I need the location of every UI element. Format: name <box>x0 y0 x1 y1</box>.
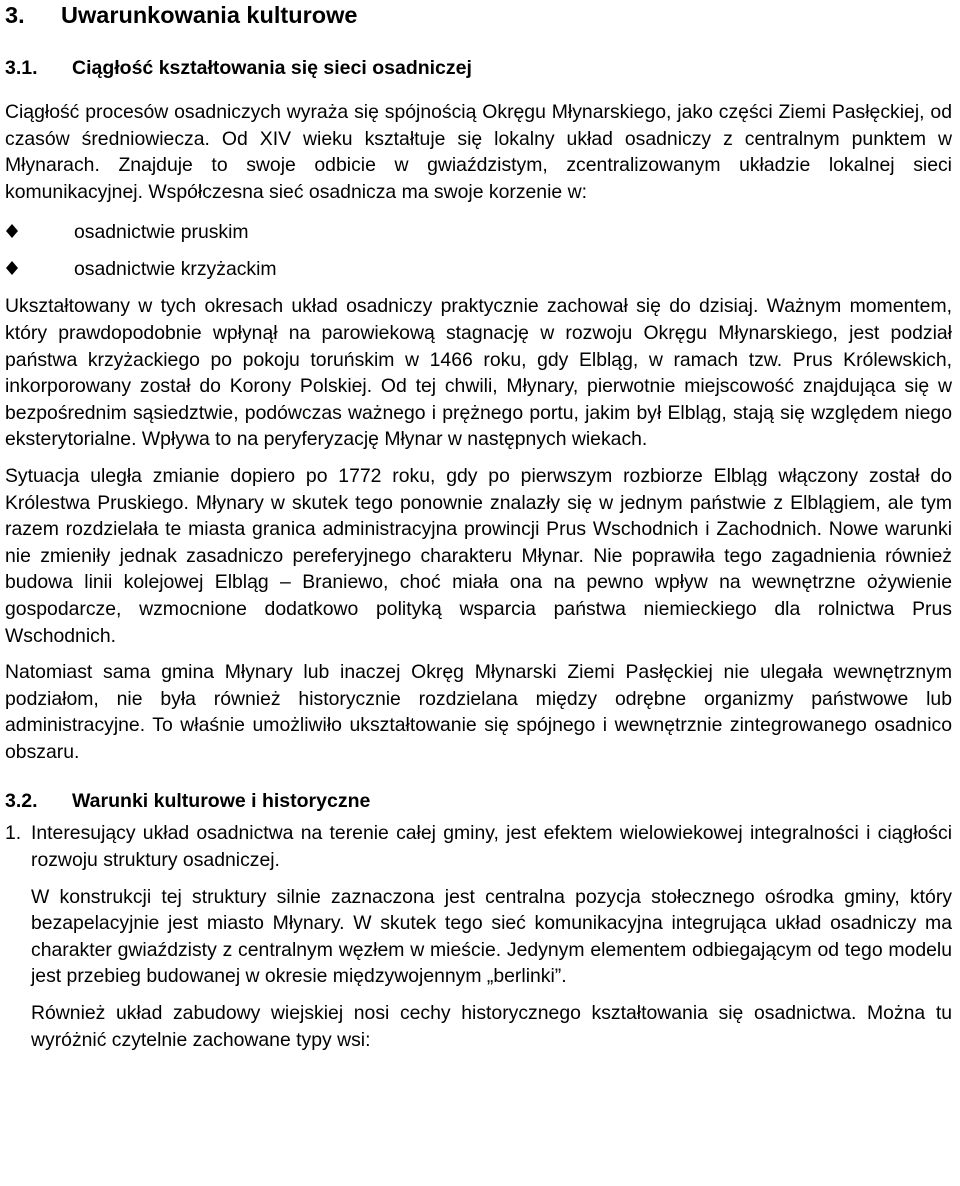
paragraph-1772: Sytuacja uległa zmianie dopiero po 1772 roku, gdy po pierwszym rozbiorze Elbląg włączony został do Królestwa Pruskiego. Młynary w skutek tego ponownie znalazły się w jednym państwie z Elblągiem, ale tym razem rozdzielała te miasta granica administracyjna prowincji Prus Wschodnich i Zachodnich. Nowe warunki nie zmieniły jednak zasadniczo pereferyjnego charakteru Młynar. Nie poprawiła tego zagadnienia również budowa linii kolejowej Elbląg – Braniewo, choć miała ona na pewno wpływ na wewnętrzne ożywienie gospodarcze, wzmocnione dodatkowo polityką wsparcia państwa niemieckiego dla rolnictwa Prus Wschodnich. <box>5 464 952 647</box>
list-paragraph: Interesujący układ osadnictwa na terenie całej gminy, jest efektem wielowiekowej integralności i ciągłości rozwoju struktury osadniczej. <box>31 822 952 872</box>
diamond-bullet-icon <box>5 261 19 275</box>
diamond-bullet-icon <box>5 224 19 238</box>
numbered-list-item <box>5 820 952 1053</box>
subsection-title: Warunki kulturowe i historyczne <box>72 790 371 813</box>
paragraph-gmina: Natomiast sama gmina Młynary lub inaczej Okręg Młynarski Ziemi Pasłęckiej nie ulegała wewnętrznym podziałom, nie była również historycznie rozdzielana między odrębne organizmy państwowe lub administracyjne. To właśnie umożliwiło ukształtowanie się spójnego i wewnętrznie zintegrowanego osadnico obszaru. <box>5 661 952 763</box>
list-item <box>5 256 952 293</box>
bullet-text: osadnictwie pruskim <box>74 221 249 244</box>
section-title: Uwarunkowania kulturowe <box>61 2 358 28</box>
section-number: 3. <box>5 2 25 28</box>
intro-paragraph: Ciągłość procesów osadniczych wyraża się spójnością Okręgu Młynarskiego, jako części Ziemi Pasłęckiej, od czasów średniowiecza. Od XIV wieku kształtuje się lokalny układ osadniczy z centralnym punktem w Młynarach. Znajduje to swoje odbicie w gwiaździstym, zcentralizowanym układzie lokalnej sieci komunikacyjnej. Współczesna sieć osadnicza ma swoje korzenie w: <box>5 101 952 203</box>
list-item <box>5 219 952 256</box>
subsection-heading-3-2 <box>5 789 952 813</box>
list-number: 1. <box>5 822 22 845</box>
bullet-text: osadnictwie krzyżackim <box>74 258 277 281</box>
list-paragraph: Również układ zabudowy wiejskiej nosi cechy historycznego kształtowania się osadnictwa. Można tu wyróżnić czytelnie zachowane typy wsi: <box>31 1002 952 1051</box>
subsection-number: 3.2. <box>5 790 38 813</box>
section-heading-3 <box>5 0 952 28</box>
settlement-bullet-list <box>5 219 952 293</box>
subsection-heading-3-1 <box>5 56 952 80</box>
list-item-body <box>31 820 952 1053</box>
subsection-title: Ciągłość kształtowania się sieci osadniczej <box>72 57 472 79</box>
paragraph-history: Ukształtowany w tych okresach układ osadniczy praktycznie zachował się do dzisiaj. Ważnym momentem, który prawdopodobnie wpłynął na parowiekową stagnację w rozwoju Okręgu Młynarskiego, jest podział państwa krzyżackiego po pokoju toruńskim w 1466 roku, gdy Elbląg, w ramach tzw. Prus Królewskich, inkorporowany został do Korony Polskiej. Od tej chwili, Młynary, pierwotnie miejscowość znajdująca się w bezpośrednim sąsiedztwie, podówczas ważnego i prężnego portu, jakim był Elbląg, stają się względem niego eksterytorialne. Wpływa to na peryferyzację Młynar w następnych wiekach. <box>5 295 952 451</box>
list-paragraph: W konstrukcji tej struktury silnie zaznaczona jest centralna pozycja stołecznego ośrodka gminy, który bezapelacyjnie jest miasto Młynary. W skutek tego sieć komunikacyjna integrująca układ osadniczy ma charakter gwiaździsty z centralnym węzłem w mieście. Jedynym elementem odbiegającym od tego modelu jest przebieg budowanej w okresie międzywojennym „berlinki”. <box>31 885 952 988</box>
subsection-number: 3.1. <box>5 57 38 79</box>
